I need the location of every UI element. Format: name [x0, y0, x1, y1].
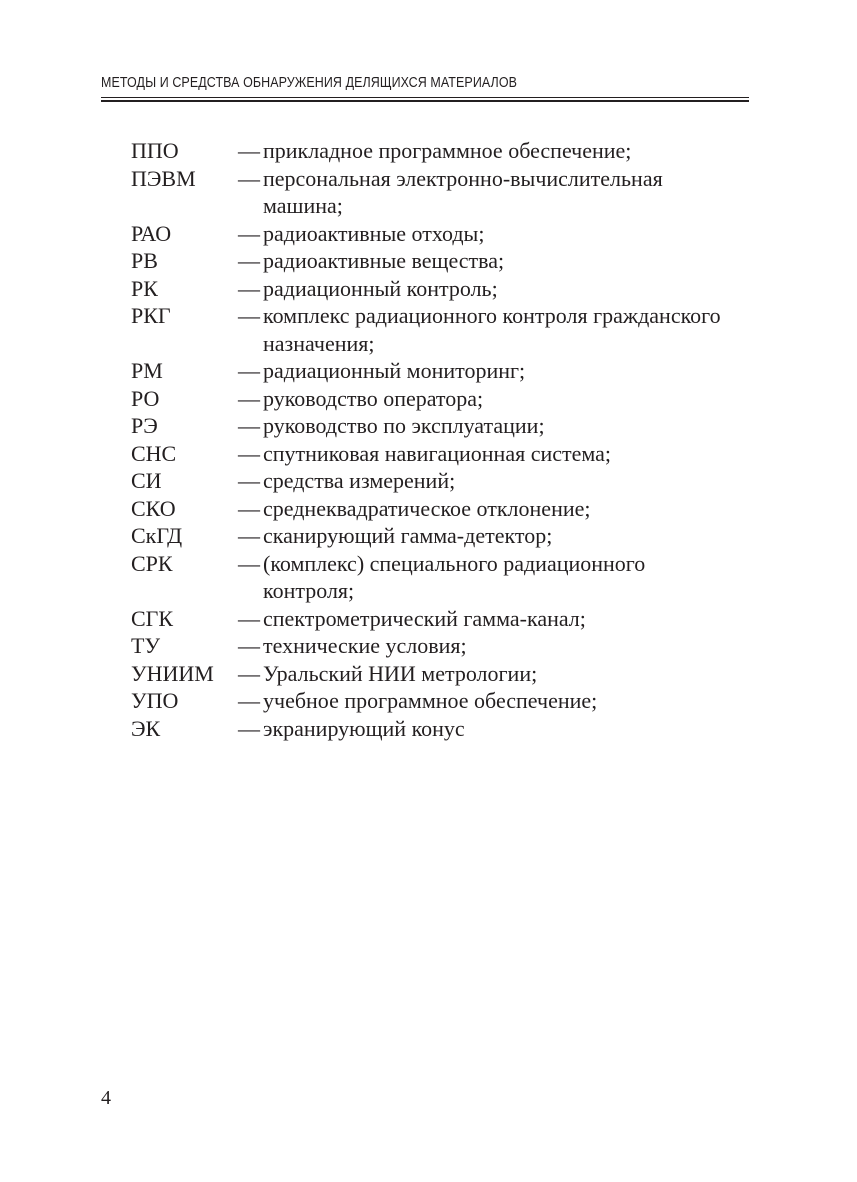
abbreviation-entry — [131, 550, 731, 605]
abbreviation-entry — [131, 165, 731, 220]
abbreviation-definition — [238, 440, 731, 468]
abbreviation-entry — [131, 137, 731, 165]
abbreviation-entry — [131, 302, 731, 357]
header-rule-thick — [101, 100, 749, 102]
abbreviation-entry — [131, 715, 731, 743]
dash: — — [238, 605, 260, 631]
abbreviation-definition — [238, 687, 731, 715]
definition-text: радиационный контроль; — [263, 275, 498, 301]
abbreviation-definition — [238, 275, 731, 303]
abbreviation-term: СРК — [131, 550, 173, 576]
abbreviation-entry — [131, 495, 731, 523]
abbreviation-term: РЭ — [131, 413, 158, 438]
abbreviation-list — [131, 137, 731, 742]
dash: — — [238, 468, 260, 493]
definition-text: персональная электронно-вычислительная машина; — [263, 165, 663, 218]
dash: — — [238, 303, 260, 328]
definition-text: экранирующий конус — [263, 715, 465, 741]
dash: — — [238, 413, 260, 438]
abbreviation-term: РКГ — [131, 303, 171, 328]
abbreviation-term: ПЭВМ — [131, 165, 196, 191]
abbreviation-definition — [238, 715, 731, 743]
abbreviation-term: СкГД — [131, 523, 183, 548]
abbreviation-term: СГК — [131, 605, 174, 631]
abbreviation-entry — [131, 412, 731, 440]
definition-text: средства измерений; — [263, 468, 456, 493]
dash: — — [238, 138, 260, 163]
definition-text: радиоактивные отходы; — [263, 220, 485, 246]
header-rule-thin — [101, 97, 749, 98]
dash: — — [238, 358, 260, 383]
abbreviation-definition — [238, 357, 731, 385]
dash: — — [238, 275, 260, 301]
abbreviation-term: СКО — [131, 495, 176, 521]
abbreviation-entry — [131, 660, 731, 688]
abbreviation-entry — [131, 440, 731, 468]
abbreviation-definition — [238, 302, 731, 357]
abbreviation-definition — [238, 137, 731, 165]
abbreviation-entry — [131, 687, 731, 715]
dash: — — [238, 633, 260, 658]
abbreviation-entry — [131, 385, 731, 413]
dash: — — [238, 385, 260, 411]
abbreviation-definition — [238, 412, 731, 440]
dash: — — [238, 248, 260, 273]
dash: — — [238, 523, 260, 548]
abbreviation-term: СИ — [131, 468, 162, 493]
definition-text: комплекс радиационного контроля гражданского назначения; — [263, 303, 721, 356]
dash: — — [238, 440, 260, 466]
page-number: 4 — [101, 1087, 111, 1109]
dash: — — [238, 550, 260, 576]
dash: — — [238, 688, 260, 713]
abbreviation-term: УНИИМ — [131, 660, 214, 686]
abbreviation-term: ТУ — [131, 633, 161, 658]
abbreviation-term: РО — [131, 385, 160, 411]
abbreviation-entry — [131, 247, 731, 275]
definition-text: спектрометрический гамма-канал; — [263, 605, 586, 631]
abbreviation-definition — [238, 660, 731, 688]
abbreviation-entry — [131, 220, 731, 248]
abbreviation-definition — [238, 632, 731, 660]
abbreviation-definition — [238, 165, 731, 220]
abbreviation-definition — [238, 220, 731, 248]
definition-text: прикладное программное обеспечение; — [263, 138, 632, 163]
abbreviation-definition — [238, 247, 731, 275]
definition-text: технические условия; — [263, 633, 467, 658]
abbreviation-term: СНС — [131, 440, 177, 466]
dash: — — [238, 715, 260, 741]
running-header: МЕТОДЫ И СРЕДСТВА ОБНАРУЖЕНИЯ ДЕЛЯЩИХСЯ МАТЕРИАЛОВ — [101, 75, 518, 91]
abbreviation-term: УПО — [131, 688, 179, 713]
definition-text: радиоактивные вещества; — [263, 248, 505, 273]
abbreviation-term: РК — [131, 275, 158, 301]
definition-text: (комплекс) специального радиационного контроля; — [263, 550, 646, 603]
abbreviation-term: РМ — [131, 358, 163, 383]
abbreviation-definition — [238, 385, 731, 413]
definition-text: учебное программное обеспечение; — [263, 688, 598, 713]
abbreviation-entry — [131, 357, 731, 385]
abbreviation-term: ППО — [131, 138, 179, 163]
definition-text: сканирующий гамма-детектор; — [263, 523, 553, 548]
abbreviation-definition — [238, 467, 731, 495]
dash: — — [238, 220, 260, 246]
abbreviation-entry — [131, 467, 731, 495]
abbreviation-entry — [131, 522, 731, 550]
definition-text: среднеквадратическое отклонение; — [263, 495, 591, 521]
dash: — — [238, 495, 260, 521]
definition-text: радиационный мониторинг; — [263, 358, 526, 383]
definition-text: Уральский НИИ метрологии; — [263, 660, 538, 686]
definition-text: спутниковая навигационная система; — [263, 440, 612, 466]
abbreviation-term: РВ — [131, 248, 158, 273]
abbreviation-definition — [238, 495, 731, 523]
abbreviation-entry — [131, 275, 731, 303]
abbreviation-entry — [131, 632, 731, 660]
abbreviation-definition — [238, 550, 731, 605]
definition-text: руководство по эксплуатации; — [263, 413, 545, 438]
dash: — — [238, 165, 260, 191]
abbreviation-entry — [131, 605, 731, 633]
dash: — — [238, 660, 260, 686]
abbreviation-term: ЭК — [131, 715, 161, 741]
abbreviation-definition — [238, 522, 731, 550]
abbreviation-term: РАО — [131, 220, 172, 246]
definition-text: руководство оператора; — [263, 385, 484, 411]
abbreviation-definition — [238, 605, 731, 633]
